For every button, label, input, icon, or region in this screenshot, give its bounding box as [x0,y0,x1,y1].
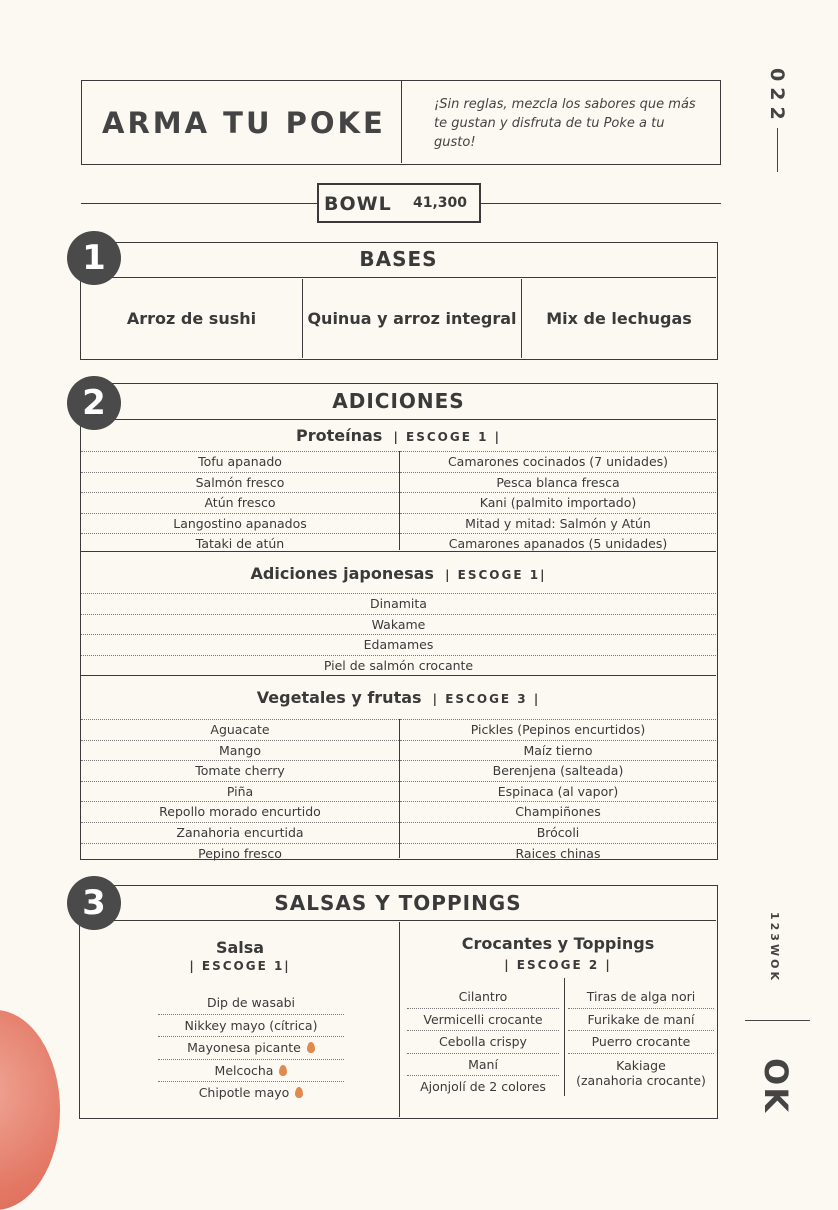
crocantes-choose: | ESCOGE 2 | [504,958,612,972]
brand-logo: OK [757,1058,795,1114]
salsa-title: Salsa [215,938,265,957]
japonesas-list [81,593,716,675]
list-item: Maíz tierno [400,741,716,762]
bowl-price-box [317,183,481,223]
tagline: ¡Sin reglas, mezcla los sabores que más te gustan y disfruta de tu Poke a tu gusto! [434,97,696,150]
list-item: Mayonesa picante [158,1037,344,1060]
section-number-badge: 3 [67,876,121,930]
list-item: Zanahoria encurtida [81,823,399,844]
vegetales-choose: | ESCOGE 3 | [432,692,541,706]
list-item: Dip de wasabi [158,992,344,1015]
proteinas-choose: | ESCOGE 1 | [393,430,501,444]
list-item: Pepino fresco [198,845,282,861]
bases-title: BASES [359,247,438,271]
list-item: Furikake de maní [568,1009,714,1032]
list-item: Nikkey mayo (cítrica) [158,1015,344,1038]
list-item: Aguacate [81,720,399,741]
proteinas-right-list [400,451,716,554]
list-item: Mitad y mitad: Salmón y Atún [400,514,716,535]
spicy-icon [295,1087,303,1098]
list-item: Camarones cocinados (7 unidades) [400,452,716,473]
list-item: Ajonjolí de 2 colores [420,1079,546,1094]
proteinas-heading [81,426,716,445]
salsa-choose: | ESCOGE 1| [189,959,291,973]
list-item: Cebolla crispy [407,1031,559,1054]
salsas-title-divider [80,920,716,921]
crocantes-title: Crocantes y Toppings [461,934,655,953]
base-item: Mix de lechugas [546,309,692,328]
list-item: Mango [81,741,399,762]
list-item: Puerro crocante [568,1031,714,1054]
spicy-icon [279,1065,287,1076]
section-number-badge: 1 [67,231,121,285]
list-item: Cilantro [407,986,559,1009]
list-item: Raices chinas [515,845,601,861]
list-item: Salmón fresco [81,473,399,494]
list-item: Pesca blanca fresca [400,473,716,494]
list-item: Edamames [81,635,716,656]
vegetales-right-list [400,719,716,863]
adiciones-title-divider [81,419,716,420]
list-item: Kakiage [616,1057,666,1073]
vegetales-heading [81,688,716,707]
bowl-price: 41,300 [413,195,468,211]
header-box [81,80,721,165]
list-item: Tomate cherry [81,761,399,782]
list-item: Dinamita [81,594,716,615]
vegetales-title: Vegetales y frutas [256,688,422,707]
list-item: Langostino apanados [81,514,399,535]
list-item: Tofu apanado [81,452,399,473]
page-number: 022 [766,68,788,126]
crocantes-right-list [568,986,714,1088]
list-item: Maní [407,1054,559,1077]
list-item: Tataki de atún [195,536,285,552]
adiciones-title: ADICIONES [332,389,465,413]
bases-section [80,242,718,360]
japonesas-choose: | ESCOGE 1| [445,568,547,582]
page-title: ARMA TU POKE [102,106,386,140]
decorative-blob [0,1010,60,1210]
list-item: Atún fresco [81,493,399,514]
list-item: Melcocha [158,1060,344,1083]
bowl-label: BOWL [324,193,392,215]
proteinas-bottom-divider [81,551,716,552]
header-divider [401,81,402,163]
list-item: Repollo morado encurtido [81,802,399,823]
brand-name: 123WOK [768,912,781,983]
list-item: Piel de salmón crocante [323,657,474,673]
crocantes-divider [564,978,565,1096]
list-item: Vermicelli crocante [407,1009,559,1032]
section-number-badge: 2 [67,376,121,430]
japonesas-heading [81,564,716,583]
japonesas-bottom-divider [81,675,716,676]
side-divider-2 [745,1020,810,1021]
base-item: Quinua y arroz integral [307,309,517,328]
list-item: Espinaca (al vapor) [400,782,716,803]
japonesas-title: Adiciones japonesas [250,564,434,583]
list-item: Wakame [81,615,716,636]
spicy-icon [307,1042,315,1053]
bowl-line-left [81,203,319,204]
crocantes-left-list [407,986,559,1098]
list-item: Tiras de alga nori [568,986,714,1009]
proteinas-left-list [81,451,399,554]
list-item: Pickles (Pepinos encurtidos) [400,720,716,741]
salsa-list [158,992,344,1104]
side-divider [777,128,778,172]
bases-title-divider [81,277,716,278]
list-item: Berenjena (salteada) [400,761,716,782]
salsas-title: SALSAS Y TOPPINGS [274,891,522,915]
list-item: Brócoli [400,823,716,844]
salsas-section [79,885,718,1119]
proteinas-title: Proteínas [296,426,383,445]
base-item: Arroz de sushi [126,309,257,328]
list-item: (zanahoria crocante) [576,1072,706,1088]
list-item: Champiñones [400,802,716,823]
bowl-line-right [481,203,721,204]
list-item: Piña [81,782,399,803]
list-item: Kani (palmito importado) [400,493,716,514]
list-item: Chipotle mayo [158,1082,344,1104]
adiciones-section [80,383,718,860]
vegetales-left-list [81,719,399,863]
list-item: Camarones apanados (5 unidades) [448,536,668,552]
